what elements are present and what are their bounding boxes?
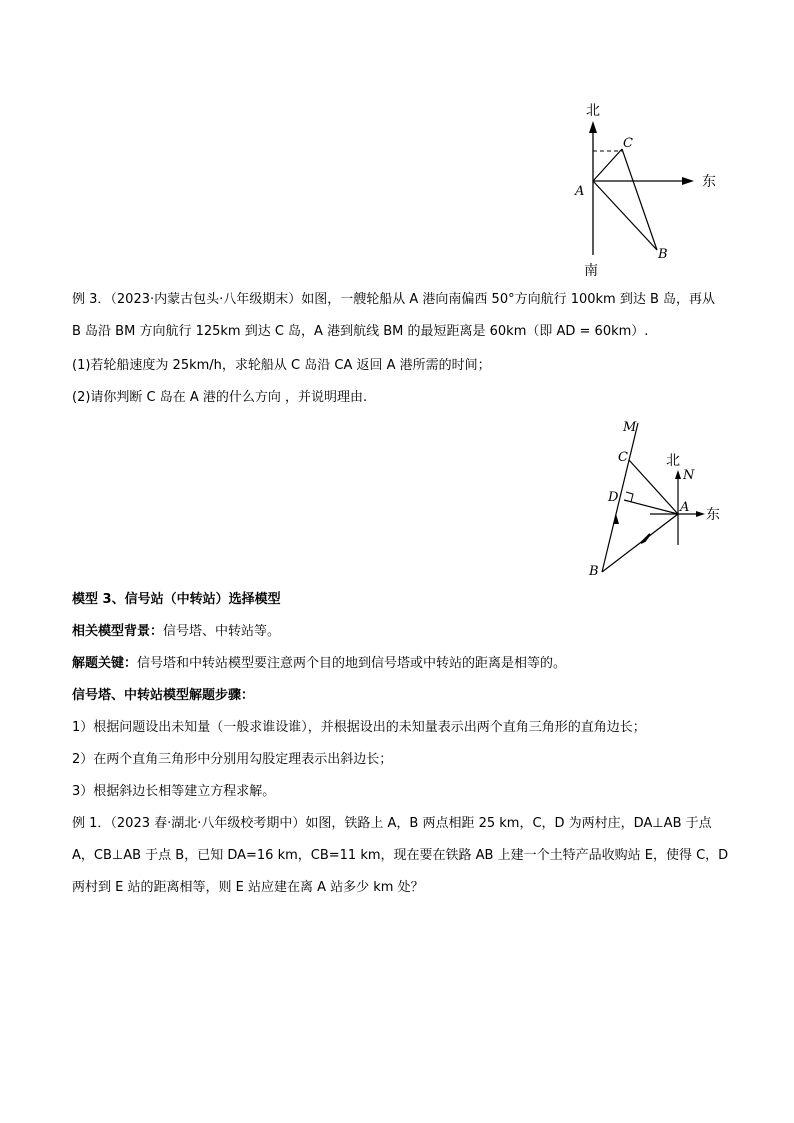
model3-key: [72, 654, 732, 674]
route-arrow-bm: [613, 514, 619, 524]
label-a: A: [680, 500, 690, 515]
segment-ab: [593, 181, 657, 250]
example3-line2: B 岛沿 BM 方向航行 125km 到达 C 岛，A 港到航线 BM 的最短距离是 60km（即 AD = 60km）.: [72, 324, 649, 339]
model3-background-label: 相关模型背景：: [72, 624, 164, 639]
north-arrow-head: [675, 470, 681, 479]
figure-compass-triangle: [560, 95, 730, 280]
example1-line3: 两村到 E 站的距离相等，则 E 站应建在离 A 站多少 km 处？: [72, 880, 424, 895]
east-arrow-head: [682, 177, 694, 185]
label-m: M: [623, 420, 637, 435]
label-east: 东: [702, 174, 716, 190]
label-a: A: [575, 184, 585, 199]
label-b: B: [658, 247, 668, 262]
label-north: 北: [666, 453, 680, 469]
segment-cb: [622, 149, 657, 250]
label-c: C: [618, 450, 628, 465]
model3-step-2: 2）在两个直角三角形中分别用勾股定理表示出斜边长；: [72, 752, 393, 767]
segment-ad: [624, 500, 678, 514]
example3-question1: (1)若轮船速度为 25km/h，求轮船从 C 岛沿 CA 返回 A 港所需的时间；: [72, 358, 491, 373]
north-arrow-head: [589, 121, 597, 133]
model3-background: [72, 622, 732, 642]
segment-ac: [593, 149, 622, 181]
example3-line1: 例 3．（2023·内蒙古包头·八年级期末）如图，一艘轮船从 A 港向南偏西 50°方向航行 100km 到达 B 岛，再从: [72, 292, 716, 307]
model3-step-3: 3）根据斜边长相等建立方程求解。: [72, 784, 276, 799]
model3-background-text: 信号塔、中转站等。: [163, 624, 281, 639]
route-arrow-ab: [641, 534, 650, 543]
example1-line1: 例 1．（2023 春·湖北·八年级校考期中）如图，铁路上 A，B 两点相距 25 km，C，D 为两村庄，DA⊥AB 于点: [72, 816, 712, 831]
model3-key-label: 解题关键：: [72, 656, 138, 671]
model3-steps-title: 信号塔、中转站模型解题步骤：: [72, 688, 255, 703]
model3-step-1: 1）根据问题设出未知量（一般求谁设谁），并根据设出的未知量表示出两个直角三角形的直角边长；: [72, 720, 646, 735]
label-b: B: [589, 564, 599, 579]
label-north: 北: [586, 103, 600, 119]
label-n: N: [683, 468, 695, 483]
label-c: C: [623, 136, 633, 151]
label-south: 南: [584, 263, 598, 279]
example3-question2: (2)请你判断 C 岛在 A 港的什么方向 ，并说明理由.: [72, 390, 368, 405]
label-d: D: [608, 490, 619, 505]
example1-line2: A，CB⊥AB 于点 B，已知 DA=16 km，CB=11 km，现在要在铁路 AB 上建一个土特产品收购站 E，使得 C，D: [72, 848, 729, 863]
figure-ship-route: [580, 415, 730, 585]
model3-title: 模型 3、信号站（中转站）选择模型: [72, 592, 281, 607]
model3-key-text: 信号塔和中转站模型要注意两个目的地到信号塔或中转站的距离是相等的。: [137, 656, 567, 671]
east-arrow-head: [696, 511, 705, 517]
label-east: 东: [706, 507, 720, 523]
